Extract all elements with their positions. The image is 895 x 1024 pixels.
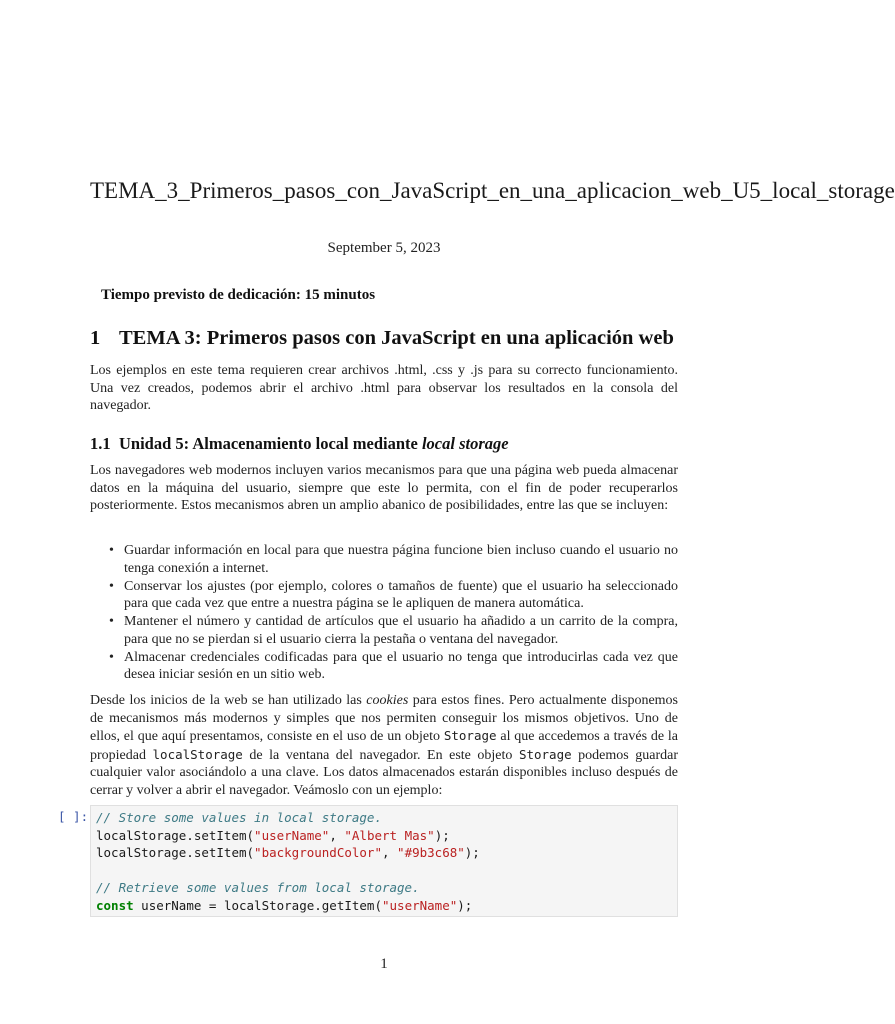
list-item: • Mantener el número y cantidad de artículos que el usuario ha añadido a un carrito de la compra, para que no se pierdan si el usuario cierra la pestaña o ventana del navegador. [124,613,678,648]
code-text: localStorage.setItem( [96,827,255,843]
code-comment: // Store some values in local storage. [96,810,382,825]
section-number: 1 [90,327,101,349]
code-string: "userName" [254,827,330,843]
body-paragraph-localstorage [90,692,678,799]
list-item: • Conservar los ajustes (por ejemplo, colores o tamaños de fuente) que el usuario ha seleccionado para que cada vez que entre a nuestra página se le apliquen de manera automática. [124,578,678,613]
cell-prompt: [ ]: [58,809,89,824]
code-string: "userName" [382,897,458,913]
code-text: ); [434,827,450,843]
code-comment: // Retrieve some values from local storage. [96,880,420,895]
code-string: "Albert Mas" [344,827,435,843]
text-run: Desde los inicios de la web se han utilizado las [90,693,367,708]
storage-code-term: Storage [518,746,572,762]
list-item: • Guardar información en local para que nuestra página funcione bien incluso cuando el usuario no tenga conexión a internet. [124,542,678,577]
subsection-title-italic: local storage [421,434,509,453]
subsection-title: Unidad 5: Almacenamiento local mediante [119,434,422,453]
document-date: September 5, 2023 [327,240,441,256]
text-run: podemos guardar cualquier valor asociándolo a una clave. Los datos almacenados estarán disponibles incluso después de cerrar y volver a abrir el navegador. Veámoslo con un ejemplo: [90,747,678,798]
section-title: TEMA 3: Primeros pasos con JavaScript en una aplicación web [119,327,674,349]
page-number: 1 [380,956,388,972]
section-heading [90,327,674,350]
subsection-number: 1.1 [90,434,111,453]
subsection-heading [90,434,509,454]
code-text: userName = localStorage.getItem( [133,897,382,913]
text-run: de la ventana del navegador. En este objeto [242,747,519,763]
code-text: ); [457,897,473,913]
code-string: "#9b3c68" [397,845,465,860]
text-run: para estos fines. Pero actualmente disponemos de mecanismos más modernos y simples que nos permiten conseguir los mismos objetivos. Uno de ellos, el que aquí presentamos, consiste en el uso de un objeto [90,693,678,744]
dedication-time: Tiempo previsto de dedicación: 15 minutos [101,287,376,303]
document-title: TEMA_3_Primeros_pasos_con_JavaScript_en_una_aplicacion_web_U5_local_storage [90,178,895,203]
storage-code-term: Storage [443,728,497,743]
code-block [91,806,677,917]
intro-paragraph: Los ejemplos en este tema requieren crear archivos .html, .css y .js para su correcto funcionamiento. Una vez creados, podemos abrir el archivo .html para observar los resultados en la consola del navegador. [90,363,678,413]
code-keyword: const [96,897,134,913]
list-item: • Almacenar credenciales codificadas para que el usuario no tenga que introducirlas cada vez que desea iniciar sesión en un sitio web. [124,649,678,684]
bullet-list [124,542,678,684]
code-text: ); [464,845,480,860]
code-text: localStorage.setItem( [96,845,255,860]
code-cell[interactable] [90,805,678,917]
text-run: al que accedemos a través de la propiedad [90,729,679,763]
code-string: "backgroundColor" [254,845,382,860]
code-text: , [329,827,345,843]
code-text: , [381,845,398,860]
body-paragraph: Los navegadores web modernos incluyen varios mecanismos para que una página web pueda almacenar datos en la máquina del usuario, siempre que este lo permita, con el fin de poder recuperarlos posteriormente. Estos mecanismos abren un amplio abanico de posibilidades, entre las que se incluyen: [90,463,678,513]
cookies-term: cookies [366,693,409,708]
localstorage-code-term: localStorage [152,746,243,762]
